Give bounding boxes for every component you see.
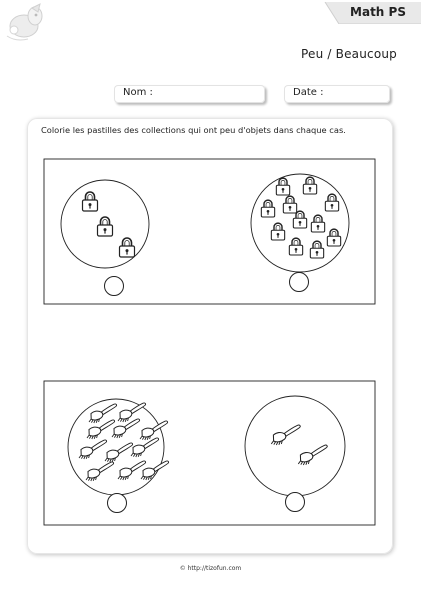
collection-many-padlocks — [251, 174, 349, 292]
collection-few-brushes — [245, 396, 345, 512]
answer-dot[interactable] — [290, 273, 309, 292]
collection-few-padlocks — [61, 180, 149, 296]
collection-many-brushes — [68, 399, 169, 513]
subject-label: Math PS — [350, 5, 406, 19]
footer-copyright: © http://tizofun.com — [179, 565, 242, 572]
date-label: Date : — [293, 87, 324, 98]
instruction-text: Colorie les pastilles des collections qui ont peu d'objets dans chaque cas. — [41, 125, 346, 135]
name-label: Nom : — [123, 87, 153, 98]
page-title: Peu / Beaucoup — [300, 47, 397, 61]
answer-dot[interactable] — [108, 494, 127, 513]
answer-dot[interactable] — [105, 277, 124, 296]
answer-dot[interactable] — [286, 493, 305, 512]
